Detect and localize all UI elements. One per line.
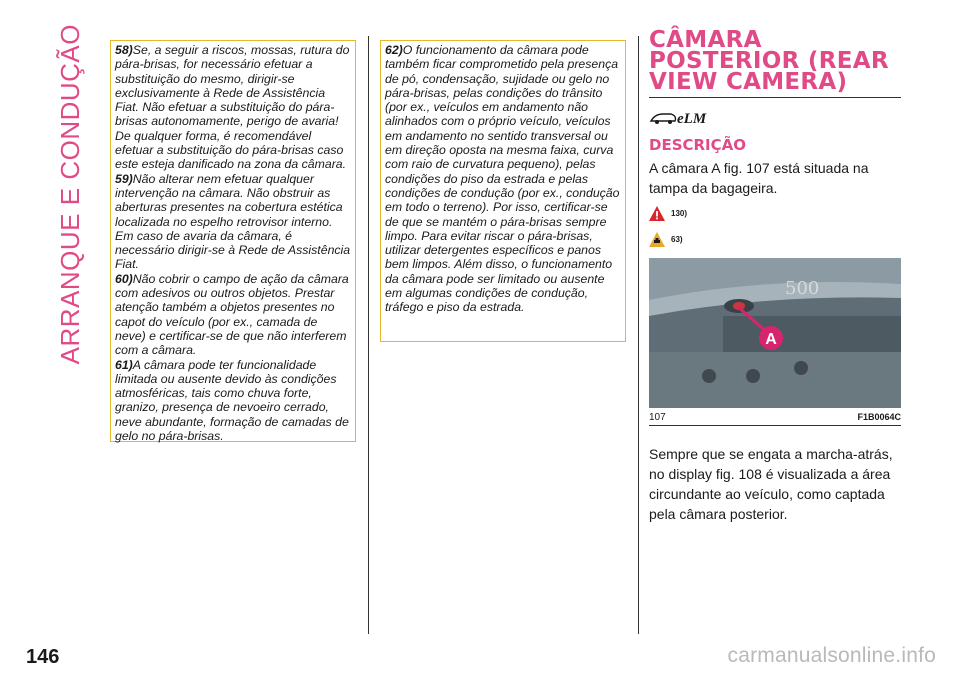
warning-reference: 130): [649, 202, 901, 224]
note-item: 60)Não cobrir o campo de ação da câmara com adesivos ou outros objetos. Prestar atenção também a objetos presentes no capot do veículo (por ex., camada de neve) e certificar-se de que não interferem com a câmara.: [115, 271, 349, 358]
figure-caption: [649, 412, 901, 426]
caution-reference: 63): [649, 228, 901, 250]
column-divider: [638, 36, 639, 634]
intro-paragraph: A câmara A fig. 107 está situada na tampa da bagageira.: [649, 160, 869, 196]
fiat-500-logo: 500: [785, 278, 820, 299]
warning-triangle-icon: [649, 206, 665, 221]
figure-code: F1B0064C: [857, 412, 901, 422]
column-divider: [368, 36, 369, 634]
sub-heading: DESCRIÇÃO: [649, 136, 747, 154]
rear-camera-photo: [649, 258, 901, 408]
page-number: 146: [26, 646, 60, 668]
section-side-title: ARRANQUE E CONDUÇÃO: [54, 24, 85, 365]
right-column: [649, 27, 901, 524]
note-item: 59)Não alterar nem efetuar qualquer intervenção na câmara. Não obstruir as aberturas presentes na cobertura estética localizada no espelho retrovisor interno. Em caso de avaria da câmara, é necessário dirigir-se à Rede de Assistência Fiat.: [115, 171, 351, 272]
lounge-logo-text: eLM: [677, 111, 707, 127]
section-heading: CÂMARA POSTERIOR (REAR VIEW CAMERA): [649, 30, 901, 98]
car-icon: [649, 104, 709, 128]
figure-number: 107: [649, 412, 666, 423]
notes-box-middle: [380, 40, 626, 342]
note-item: 58)Se, a seguir a riscos, mossas, rutura do pára-brisas, for necessário efetuar a substituição do mesmo, dirigir-se exclusivamente à Rede de Assistência Fiat. Não efetuar a substituição do pára-brisas autonomamente, perigo de avaria! De qualquer forma, é recomendável efetuar a substituição do pára-brisas caso este esteja danificado na zona da câmara.: [115, 43, 350, 172]
caution-triangle-icon: [649, 232, 665, 247]
camera-callout-label: A: [765, 331, 777, 348]
after-figure-paragraph: Sempre que se engata a marcha-atrás, no display fig. 108 é visualizada a área circundante ao veículo, como captada pela câmara posterior.: [649, 446, 893, 522]
notes-box-left: [110, 40, 356, 442]
figure-rear-camera: [649, 258, 901, 408]
note-item: 61)A câmara pode ter funcionalidade limitada ou ausente devido às condições atmosféricas, tais como chuva forte, granizo, presença de nevoeiro cerrado, neve abundante, formação de camadas de gelo no pára-brisas.: [115, 357, 349, 444]
note-item: 62)O funcionamento da câmara pode também ficar comprometido pela presença de pó, condensação, sujidade ou gelo no pára-brisas, pelas condições do trânsito (por ex., veículos em andamento não alinhados com o próprio veículo, veículos em andamento no sentido transversal ou em direção oposta na mesma faixa, curva com raio de curvatura pequeno), pelas condições do piso da estrada e pelas condições de condução (por ex., condução em todo o terreno). Por isso, certificar-se de que se mantém o pára-brisas sempre limpo. Para evitar riscar o pára-brisas, utilizar detergentes específicos e panos bem limpos. Além disso, o funcionamento da câmara pode ser limitado ou ausente em algumas condições de condução, tráfego e piso da estrada.: [385, 43, 620, 315]
watermark: carmanualsonline.info: [727, 644, 936, 667]
lounge-version-badge: [649, 104, 901, 128]
